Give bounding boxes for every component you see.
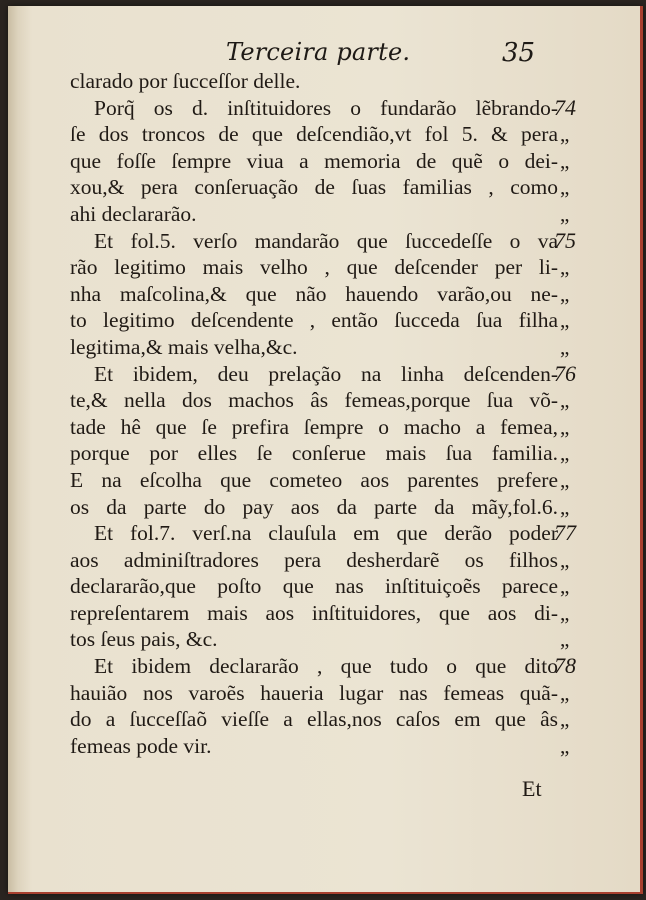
text-line-content: Porq̃ os d. inſtituidores o fundarão lẽbrando- <box>94 95 558 120</box>
text-line-content: que foſſe ſempre viua a memoria de quẽ o dei- <box>70 148 558 173</box>
margin-quote-mark: „ <box>560 467 570 492</box>
margin-quote-mark: „ <box>560 201 570 226</box>
margin-quote-mark: „ <box>560 414 570 439</box>
text-line <box>70 227 576 255</box>
text-line <box>70 520 576 547</box>
text-line <box>70 494 570 521</box>
text-line-content: porque por elles ſe conſerue mais ſua familia. <box>70 441 558 466</box>
text-line <box>70 653 576 680</box>
margin-quote-mark: „ <box>560 627 570 652</box>
margin-quote-mark: „ <box>560 680 570 705</box>
text-line-content: tade hê que ſe prefira ſempre o macho a femea, <box>70 414 558 439</box>
text-line-content: os da parte do pay aos da parte da mãy,fol.6. <box>70 494 558 519</box>
margin-quote-mark: „ <box>560 388 570 413</box>
text-line-content: femeas pode vir. <box>70 733 212 758</box>
margin-quote-mark: „ <box>560 733 570 758</box>
text-line-content: to legitimo deſcendente , então ſucceda ſua filha <box>70 308 558 333</box>
text-line-content: legitima,& mais velha,&c. <box>70 334 298 359</box>
text-line-content: declararão,que poſto que nas inſtituiçoẽs parece <box>70 574 558 599</box>
text-line-content: clarado por ſucceſſor delle. <box>70 69 301 93</box>
text-line-content: Et fol.5. verſo mandarão que ſuccedeſſe o va <box>94 228 558 253</box>
text-line-content: te,& nella dos machos âs femeas,porque ſua võ- <box>70 388 558 413</box>
margin-quote-mark: „ <box>560 600 570 625</box>
text-line-content: tos ſeus pais, &c. <box>70 627 218 652</box>
text-line-content: xou,& pera conſeruação de ſuas familias , como <box>70 175 558 200</box>
text-line <box>70 281 570 308</box>
margin-note-number: 75 <box>554 227 576 253</box>
text-line <box>70 174 570 201</box>
text-line <box>70 626 570 653</box>
text-line-content: Et ibidem declararão , que tudo o que dito <box>94 654 558 679</box>
margin-quote-mark: „ <box>560 441 570 466</box>
text-line <box>70 307 570 334</box>
text-line-content: hauião nos varoẽs haueria lugar nas femeas quã- <box>70 680 558 705</box>
book-page <box>8 6 643 894</box>
text-line <box>70 360 576 388</box>
text-line <box>70 254 570 281</box>
body-text <box>70 68 576 759</box>
text-line <box>70 414 570 441</box>
text-line-content: E na eſcolha que cometeo aos parentes prefere <box>70 467 558 492</box>
text-line <box>70 94 576 122</box>
text-line <box>70 733 570 760</box>
margin-note-number: 78 <box>554 653 576 679</box>
text-line <box>70 201 570 228</box>
text-line-content: rão legitimo mais velho , que deſcender per li- <box>70 255 558 280</box>
text-line-content: aos adminiſtradores pera desherdarẽ os filhos <box>70 547 558 572</box>
margin-quote-mark: „ <box>560 175 570 200</box>
text-line-content: Et fol.7. verſ.na clauſula em que derão poder <box>94 521 558 546</box>
margin-quote-mark: „ <box>560 334 570 359</box>
text-line <box>70 387 570 414</box>
margin-quote-mark: „ <box>560 707 570 732</box>
running-head <box>8 36 640 70</box>
text-line <box>70 334 570 361</box>
text-line <box>70 467 570 494</box>
text-line <box>70 706 570 733</box>
margin-note-number: 76 <box>554 360 576 386</box>
text-line <box>70 573 570 600</box>
margin-note-number: 77 <box>554 520 576 546</box>
margin-note-number: 74 <box>554 94 576 120</box>
margin-quote-mark: „ <box>560 574 570 599</box>
text-line <box>70 600 570 627</box>
margin-quote-mark: „ <box>560 308 570 333</box>
page-number: 35 <box>502 38 536 68</box>
text-line <box>70 121 570 148</box>
margin-quote-mark: „ <box>560 255 570 280</box>
margin-quote-mark: „ <box>560 281 570 306</box>
margin-quote-mark: „ <box>560 547 570 572</box>
text-line <box>70 68 558 95</box>
text-line <box>70 148 570 175</box>
margin-quote-mark: „ <box>560 122 570 147</box>
text-line-content: nha maſcolina,& que não hauendo varão,ou ne- <box>70 281 558 306</box>
running-title: Terceira parte. <box>226 38 411 66</box>
text-line <box>70 680 570 707</box>
text-line <box>70 547 570 574</box>
margin-quote-mark: „ <box>560 494 570 519</box>
text-line-content: ſe dos troncos de que deſcendião,vt fol 5. & pera <box>70 122 558 147</box>
text-line-content: ahi declararão. <box>70 201 197 226</box>
text-line-content: do a ſucceſſaõ vieſſe a ellas,nos caſos em que âs <box>70 707 558 732</box>
text-line-content: repreſentarem mais aos inſtituidores, que aos di- <box>70 600 558 625</box>
margin-quote-mark: „ <box>560 148 570 173</box>
text-line <box>70 440 570 467</box>
text-line-content: Et ibidem, deu prelação na linha deſcenden- <box>94 361 558 386</box>
catchword: Et <box>522 776 542 801</box>
